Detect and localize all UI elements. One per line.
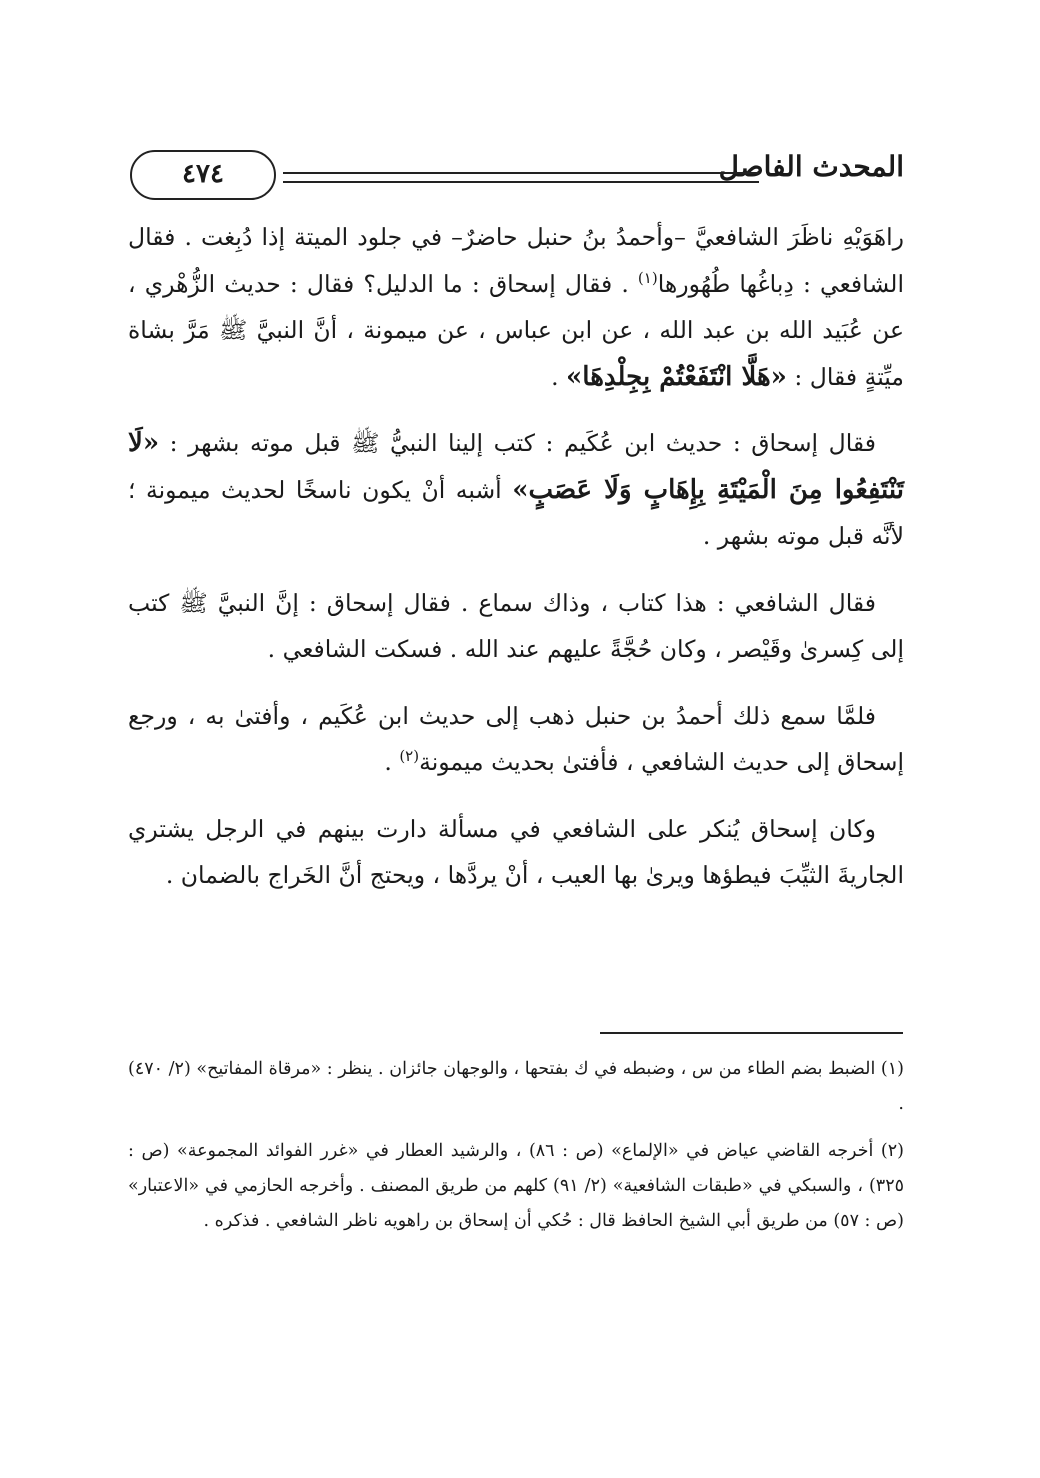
- paragraph-2-text-a: فقال إسحاق : حديث ابن عُكَيم : كتب إلينا النبيُّ ﷺ قبل موته بشهر :: [169, 429, 876, 457]
- paragraph-3: فقال الشافعي : هذا كتاب ، وذاك سماع . فقال إسحاق : إنَّ النبيَّ ﷺ كتب إلى كِسرىٰ وقَيْصر ، وكان حُجَّةً عليهم عند الله . فسكت الشافعي .: [128, 588, 904, 663]
- paragraph-1-end: .: [551, 362, 559, 391]
- paragraph-5: وكان إسحاق يُنكر على الشافعي في مسألة دارت بينهم في الرجل يشتري الجاريةَ الثيِّبَ فيطؤها ويرىٰ بها العيب ، أنْ يردَّها ، ويحتج أنَّ الخَراج بالضمان .: [128, 814, 904, 889]
- paragraph-4-end: .: [384, 748, 392, 776]
- paragraph-1-text-b: . فقال إسحاق : ما الدليل؟ فقال : حديث الزُّهْري ، عن عُبَيد الله بن عبد الله ، عن ابن عباس ، عن ميمونة ، أنَّ النبيَّ ﷺ مَرَّ بشاة ميِّتةٍ فقال :: [128, 269, 904, 391]
- footnote-2: (٢) أخرجه القاضي عياض في «الإلماع» (ص : ٨٦) ، والرشيد العطار في «غرر الفوائد المجموعة» (ص : ٣٢٥) ، والسبكي في «طبقات الشافعية» (٢/ ٩١) كلهم من طريق المصنف . وأخرجه الحازمي في «الاعتبار» (ص : ٥٧) من طريق أبي الشيخ الحافظ قال : حُكي أن إسحاق بن راهويه ناظر الشافعي . فذكره .: [128, 1141, 904, 1231]
- paragraph-1: [128, 214, 904, 400]
- footnote-ref-2: (٢): [399, 747, 420, 766]
- hadith-quote-2: «لَا تَنْتَفِعُوا مِنَ الْمَيْتَةِ بِإِهَابٍ وَلَا عَصَبٍ»: [128, 428, 904, 505]
- paragraph-4: [128, 693, 904, 786]
- page-number: ٤٧٤: [130, 150, 276, 200]
- main-text: [128, 214, 904, 919]
- page-header: [128, 148, 904, 204]
- paragraph-2-text-b: أشبه أنْ يكون ناسخًا لحديث ميمونة ؛ لأنَّه قبل موته بشهر .: [128, 475, 904, 550]
- book-title: المحدث الفاصل: [718, 150, 904, 183]
- header-double-rule: [283, 172, 759, 183]
- footnotes: [128, 1052, 904, 1251]
- paragraph-4-text: فلمَّا سمع ذلك أحمدُ بن حنبل ذهب إلى حديث ابن عُكَيم ، وأفتىٰ به ، ورجع إسحاق إلى حديث الشافعي ، فأفتىٰ بحديث ميمونة: [128, 701, 904, 776]
- hadith-quote-1: «هَلَّا انْتَفَعْتُمْ بِجِلْدِهَا»: [566, 361, 787, 392]
- footnote-ref-1: (١): [637, 268, 658, 287]
- footnote-separator: [600, 1032, 903, 1034]
- paragraph-2: [128, 420, 904, 560]
- footnote-1: (١) الضبط بضم الطاء من س ، وضبطه في ك بفتحها ، والوجهان جائزان . ينظر : «مرقاة المفاتيح» (٢/ ٤٧٠) .: [128, 1059, 904, 1114]
- paragraph-1-text-a: راهَوَيْهِ ناظَرَ الشافعيَّ –وأحمدُ بنُ حنبل حاضرٌ– في جلود الميتة إذا دُبِغت . فقال الشافعي : دِباغُها طُهُورها: [128, 223, 904, 298]
